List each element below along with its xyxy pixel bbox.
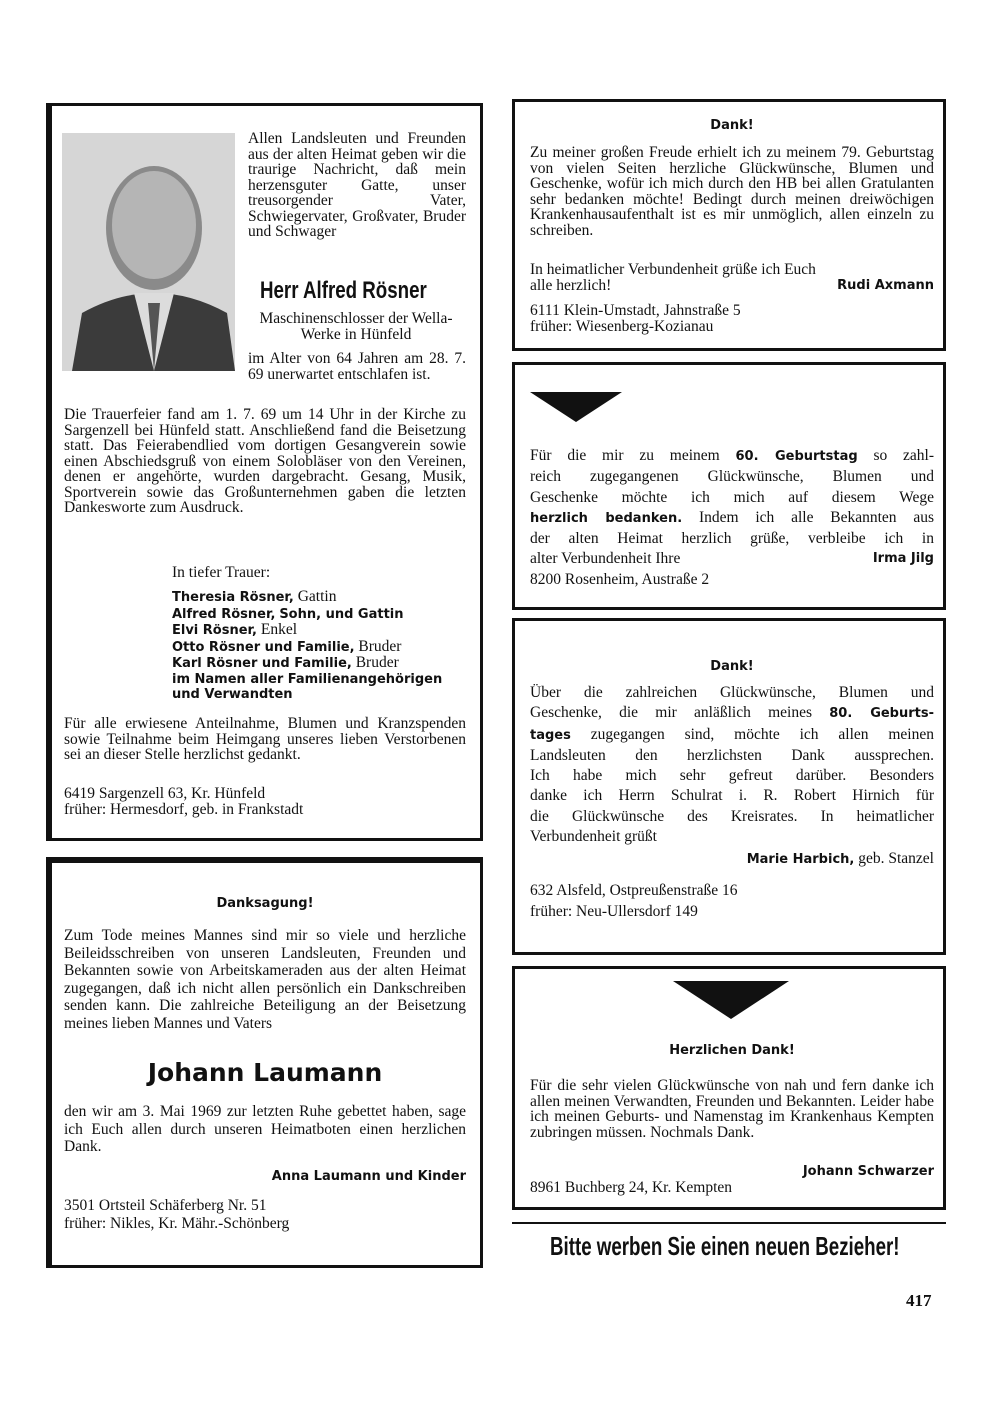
harbich-line-4: Landsleuten den herzlichsten Dank aussprechen.: [530, 746, 934, 764]
laumann-address-1: 3501 Ortsteil Schäferberg Nr. 51: [64, 1197, 267, 1214]
funeral-text: Die Trauerfeier fand am 1. 7. 69 um 14 Uhr in der Kirche zu Sargenzell bei Hünfeld statt. Anschließend fand die Beisetzung statt. Das Feierabendlied vom dortigen Gesangverein sowie einen Abschiedsgruß von einem Solobläser von den Vereinen, denen er angehörte, wurden dargebracht. Gesang, Musik, Sportverein sowie das Großunternehmen gaben die letzten Dankesworte zum Ausdruck.: [64, 406, 466, 516]
laumann-address-2: früher: Nikles, Kr. Mähr.-Schönberg: [64, 1215, 290, 1232]
obituary-intro: Allen Landsleuten und Freunden aus der alten Heimat geben wir die traurige Nachricht, daß mein herzensguter Gatte, unser treusorgender Vater, Schwiegervater, Großvater, Bruder und Schwager: [248, 130, 466, 240]
mourner-1: Theresia Rösner, Gattin: [172, 588, 337, 605]
harbich-signature: Marie Harbich, geb. Stanzel: [746, 850, 934, 867]
harbich-line-7: die Glückwünsche des Kreisrates. In heimatlicher: [530, 807, 934, 825]
page-number: 417: [906, 1291, 932, 1310]
jilg-line-2: reich zugegangenen Glückwünsche, Blumen und: [530, 468, 934, 486]
harbich-line-1: Über die zahlreichen Glückwünsche, Blumen und: [530, 684, 934, 701]
harbich-address-2: früher: Neu-Ullersdorf 149: [530, 903, 698, 920]
axmann-signature: Rudi Axmann: [837, 278, 934, 293]
axmann-address-1: 6111 Klein-Umstadt, Jahnstraße 5: [530, 302, 741, 319]
mourners-list: [172, 589, 472, 703]
portrait-icon: [62, 133, 235, 371]
address-line-2: früher: Hermesdorf, geb. in Frankstadt: [64, 801, 304, 818]
jilg-line-4: herzlich bedanken. Indem ich alle Bekannten aus: [530, 508, 935, 526]
occupation: Maschinenschlosser der Wella-Werke in Hünfeld: [259, 310, 453, 343]
deceased-name: Herr Alfred Rösner: [260, 277, 427, 304]
danksagung-body-2: den wir am 3. Mai 1969 zur letzten Ruhe gebettet haben, sage ich Euch allen durch unseren Heimatboten einen herzlichen Dank.: [64, 1103, 466, 1155]
mourner-4: Otto Rösner und Familie, Bruder: [172, 637, 402, 655]
danksagung-heading: Danksagung!: [216, 896, 314, 911]
harbich-body: [530, 683, 934, 847]
jilg-address: 8200 Rosenheim, Austraße 2: [530, 570, 710, 588]
harbich-line-2: Geschenke, die mir anläßlich meines 80. Geburts-: [530, 704, 934, 722]
axmann-body: Zu meiner großen Freude erhielt ich zu meinem 79. Geburtstag von vielen Seiten herzliche Glückwünsche, Blumen und Geschenke, wofür ich mich durch den HB bei allen Gratulanten sehr bedanken möchte! Bedingt durch meinen dreiwöchigen Krankenhausaufenthalt ist es mir unmöglich, allen einzeln zu schreiben.: [530, 144, 934, 239]
axmann-address-2: früher: Wiesenberg-Kozianau: [530, 318, 714, 335]
jilg-signature: Irma Jilg: [872, 551, 934, 567]
jilg-line-1: Für die mir zu meinem 60. Geburtstag so zahl-: [530, 447, 935, 464]
mourner-3: Elvi Rösner, Enkel: [172, 621, 298, 638]
death-notice: im Alter von 64 Jahren am 28. 7. 69 unerwartet entschlafen ist.: [248, 350, 466, 383]
portrait-photo: [62, 133, 235, 371]
mourner-2: Alfred Rösner, Sohn, und Gattin: [172, 606, 404, 622]
thanks-text: Für alle erwiesene Anteilnahme, Blumen und Kranzspenden sowie Teilnahme beim Heimgang unseres lieben Verstorbenen sei an dieser Stelle herzlichst gedankt.: [64, 715, 466, 763]
mourners-extra-1: im Namen aller Familienangehörigen: [172, 671, 443, 687]
jilg-body: [530, 446, 934, 590]
axmann-heading: Dank!: [710, 118, 754, 133]
mourner-5: Karl Rösner und Familie, Bruder: [172, 654, 399, 671]
jilg-line-6: alter Verbundenheit Ihre Irma Jilg: [530, 549, 934, 569]
mourning-label: In tiefer Trauer:: [172, 564, 271, 581]
laumann-name: Johann Laumann: [147, 1058, 383, 1087]
harbich-address-1: 632 Alsfeld, Ostpreußenstraße 16: [530, 882, 738, 899]
harbich-line-6: danke ich Herrn Schulrat i. R. Robert Hirnich für: [530, 787, 934, 805]
slogan: Bitte werben Sie einen neuen Bezieher!: [550, 1231, 900, 1261]
harbich-line-8: Verbundenheit grüßt: [530, 828, 657, 846]
address-line-1: 6419 Sargenzell 63, Kr. Hünfeld: [64, 785, 266, 802]
axmann-closing-1: In heimatlicher Verbundenheit grüße ich Euch: [530, 261, 816, 278]
schwarzer-body: Für die sehr vielen Glückwünsche von nah und fern danke ich allen meinen Verwandten, Freunden und Bekannten. Leider habe ich meinen Geburts- und Namenstag im Krankenhaus Kempten zubringen müssen. Nochmals Dank.: [530, 1077, 934, 1141]
schwarzer-heading: Herzlichen Dank!: [669, 1043, 795, 1058]
triangle-arrow-icon: [530, 392, 622, 422]
schwarzer-address: 8961 Buchberg 24, Kr. Kempten: [530, 1179, 733, 1196]
harbich-line-3: tages zugegangen sind, möchte ich allen meinen: [530, 725, 934, 743]
harbich-heading: Dank!: [710, 659, 754, 674]
schwarzer-signature: Johann Schwarzer: [802, 1164, 934, 1179]
axmann-closing-2: alle herzlich!: [530, 277, 612, 294]
danksagung-body: Zum Tode meines Mannes sind mir so viele und herzliche Beileidsschreiben von unseren Landsleuten, Freunden und Bekannten sowie von Arbeitskameraden aus der alten Heimat zugegangen, daß ich nicht allen persönlich ein Dankschreiben senden kann. Die zahlreiche Beteiligung an der Beisetzung meines lieben Mannes und Vaters: [64, 927, 466, 1032]
laumann-signature: Anna Laumann und Kinder: [271, 1169, 466, 1184]
mourners-extra-2: und Verwandten: [172, 687, 293, 702]
footer-rule: [512, 1222, 946, 1224]
jilg-line-5: der alten Heimat herzlich grüße, verbleibe ich in: [530, 530, 934, 548]
harbich-line-5: Ich habe mich sehr gefreut darüber. Besonders: [530, 767, 934, 785]
triangle-arrow-icon-2: [673, 981, 789, 1019]
jilg-line-3: Geschenke möchte ich mich auf diesem Wege: [530, 488, 934, 506]
